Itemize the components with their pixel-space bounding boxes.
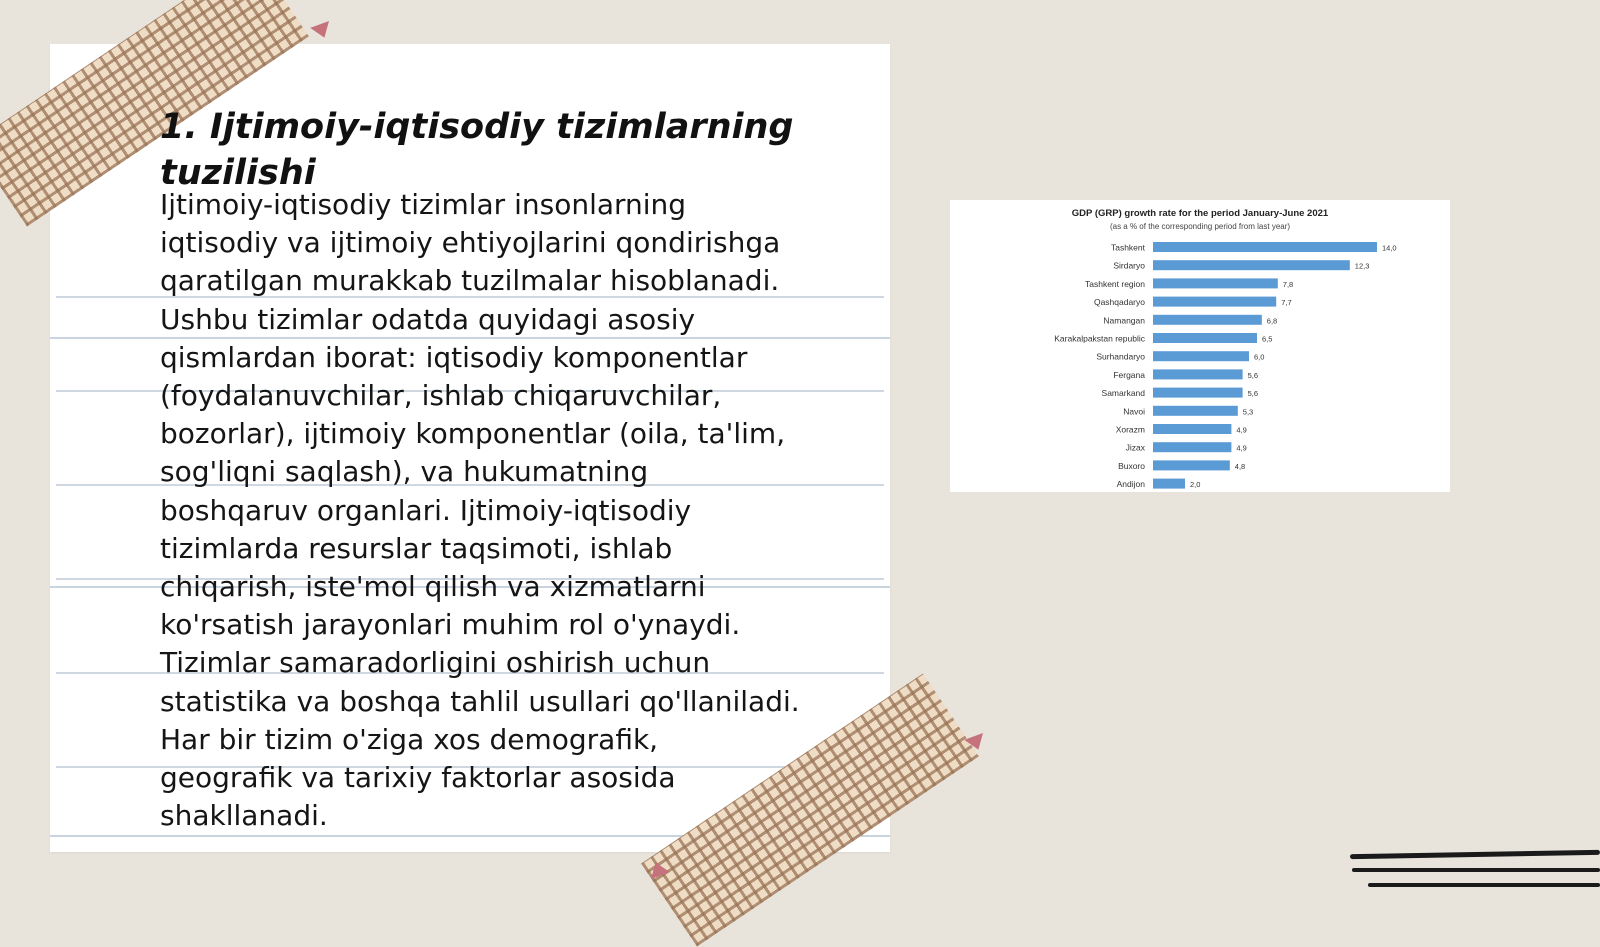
bar — [1153, 388, 1243, 398]
bar — [1153, 406, 1238, 416]
data-label: 7,7 — [1281, 298, 1292, 308]
decor-stroke — [1368, 883, 1600, 887]
category-label: Fergana — [1113, 369, 1145, 380]
slide-body-text: Ijtimoiy-iqtisodiy tizimlar insonlarning iqtisodiy va ijtimoiy ehtiyojlarini qondirishga qaratilgan murakkab tuzilmalar hisoblanadi. Ushbu tizimlar odatda quyidagi asosiy qismlardan iborat: iqtisodiy komponentlar (foydalanuvchilar, ishlab chiqaruvchilar, bozorlar), ijtimoiy komponentlar (oila, ta'lim, sog'liqni saqlash), va hukumatning boshqaruv organlari. Ijtimoiy-iqtisodiy tizimlarda resurslar taqsimoti, ishlab chiqarish, iste'mol qilish va xizmatlarni ko'rsatish jarayonlari muhim rol o'ynaydi. Tizimlar samaradorligini oshirish uchun statistika va boshqa tahlil usullari qo'llaniladi. Har bir tizim o'ziga xos demografik, geografik va tarixiy faktorlar asosida shakllanadi. — [160, 188, 800, 833]
data-label: 5,6 — [1247, 389, 1259, 399]
category-label: Xorazm — [1115, 424, 1145, 435]
category-label: Tashkent region — [1084, 278, 1145, 289]
category-label: Namangan — [1103, 315, 1145, 326]
decor-stroke — [1350, 850, 1600, 859]
category-label: Andijon — [1116, 479, 1145, 490]
pin-accent — [964, 733, 988, 753]
bar — [1153, 260, 1350, 270]
bar — [1153, 315, 1262, 325]
gdp-bar-chart — [950, 200, 1450, 492]
data-label: 14,0 — [1382, 243, 1397, 253]
category-label: Buxoro — [1118, 460, 1145, 471]
bar — [1153, 242, 1377, 252]
data-label: 5,6 — [1247, 370, 1259, 380]
bar — [1153, 424, 1231, 434]
decor-stroke — [1352, 868, 1600, 872]
bar — [1153, 297, 1276, 307]
category-label: Surhandaryo — [1096, 351, 1145, 362]
data-label: 6,5 — [1262, 334, 1273, 344]
data-label: 4,9 — [1236, 443, 1247, 453]
data-label: 4,8 — [1234, 461, 1246, 471]
data-label: 12,3 — [1354, 261, 1370, 271]
data-label: 5,3 — [1242, 407, 1254, 417]
data-label: 6,0 — [1254, 352, 1265, 362]
chart-subtitle: (as a % of the corresponding period from last year) — [1109, 222, 1291, 231]
category-label: Samarkand — [1101, 388, 1145, 399]
chart-title: GDP (GRP) growth rate for the period January-June 2021 — [1071, 208, 1329, 219]
gdp-chart-card — [950, 200, 1450, 492]
data-label: 4,9 — [1236, 425, 1247, 435]
category-label: Jizax — [1125, 442, 1145, 453]
bar — [1153, 369, 1243, 379]
category-label: Tashkent — [1110, 242, 1145, 253]
category-label: Qashqadaryo — [1093, 297, 1145, 308]
slide-title: 1. Ijtimoiy-iqtisodiy tizimlarning tuzilishi — [160, 107, 794, 193]
bar — [1153, 278, 1278, 288]
bar — [1153, 333, 1257, 343]
category-label: Sirdaryo — [1113, 260, 1145, 271]
bar — [1153, 479, 1185, 489]
bar — [1153, 442, 1231, 452]
bar — [1153, 351, 1249, 361]
bar — [1153, 460, 1230, 470]
category-label: Navoi — [1123, 406, 1145, 417]
data-label: 6,8 — [1266, 316, 1278, 326]
data-label: 2,0 — [1190, 480, 1201, 490]
pin-accent — [310, 21, 334, 41]
data-label: 7,8 — [1282, 279, 1294, 289]
category-label: Karakalpakstan republic — [1054, 333, 1145, 344]
